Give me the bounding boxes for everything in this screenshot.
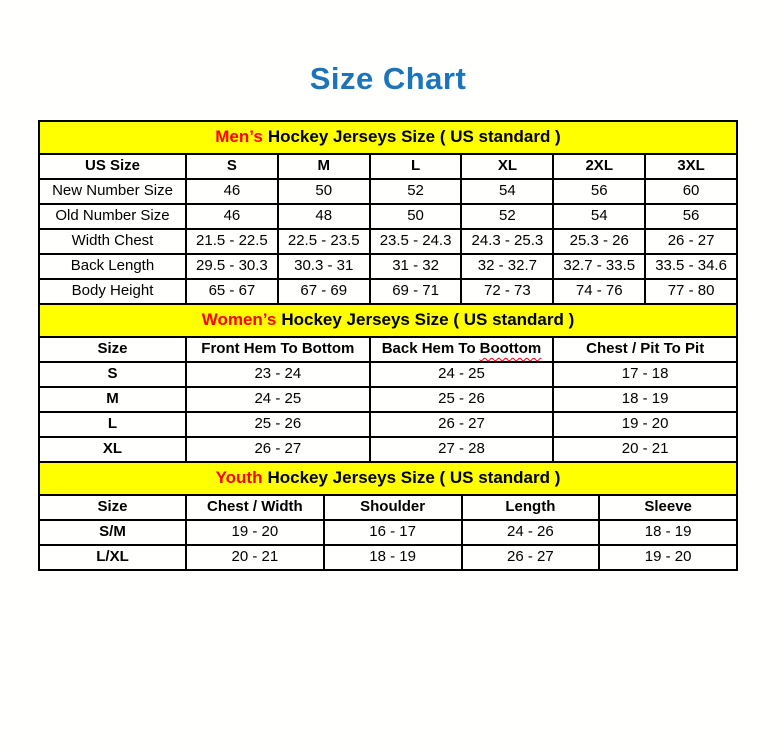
cell: 24 - 26 [462, 520, 600, 545]
spellcheck-squiggle-word: Boottom [479, 340, 542, 357]
row-label: Back Length [39, 254, 186, 279]
col-header: XL [461, 154, 553, 179]
cell: 72 - 73 [461, 279, 553, 304]
cell: 26 - 27 [462, 545, 600, 570]
back-hem-prefix: Back Hem To [381, 340, 476, 357]
cell: 24.3 - 25.3 [461, 229, 553, 254]
cell: 27 - 28 [370, 437, 554, 462]
table-row [39, 437, 737, 462]
cell: 24 - 25 [186, 387, 370, 412]
womens-section-band [39, 304, 737, 337]
col-header: S [186, 154, 278, 179]
cell: 25 - 26 [186, 412, 370, 437]
womens-header-row [39, 337, 737, 362]
cell: 67 - 69 [278, 279, 370, 304]
cell: 46 [186, 204, 278, 229]
womens-size-table [38, 303, 738, 463]
womens-section-title [39, 304, 737, 337]
youth-section-title [39, 462, 737, 495]
row-label: New Number Size [39, 179, 186, 204]
row-label: L/XL [39, 545, 186, 570]
row-label: M [39, 387, 186, 412]
table-row [39, 387, 737, 412]
cell: 22.5 - 23.5 [278, 229, 370, 254]
cell: 52 [461, 204, 553, 229]
youth-section-band [39, 462, 737, 495]
cell: 16 - 17 [324, 520, 462, 545]
size-chart-tables [38, 120, 738, 571]
cell: 23 - 24 [186, 362, 370, 387]
cell: 46 [186, 179, 278, 204]
col-header: Length [462, 495, 600, 520]
mens-section-title [39, 121, 737, 154]
cell: 32.7 - 33.5 [553, 254, 645, 279]
col-header: Sleeve [599, 495, 737, 520]
cell: 18 - 19 [599, 520, 737, 545]
cell: 20 - 21 [553, 437, 737, 462]
cell: 52 [370, 179, 462, 204]
cell: 65 - 67 [186, 279, 278, 304]
col-header: 3XL [645, 154, 737, 179]
col-header: Size [39, 337, 186, 362]
cell: 54 [553, 204, 645, 229]
cell: 33.5 - 34.6 [645, 254, 737, 279]
mens-section-band [39, 121, 737, 154]
col-header-misspelled [370, 337, 554, 362]
youth-title-rest: Hockey Jerseys Size ( US standard ) [267, 467, 561, 487]
cell: 56 [553, 179, 645, 204]
table-row [39, 412, 737, 437]
row-label: L [39, 412, 186, 437]
row-label: Width Chest [39, 229, 186, 254]
womens-title-rest: Hockey Jerseys Size ( US standard ) [281, 309, 575, 329]
table-row [39, 254, 737, 279]
cell: 54 [461, 179, 553, 204]
cell: 60 [645, 179, 737, 204]
cell: 74 - 76 [553, 279, 645, 304]
cell: 19 - 20 [186, 520, 324, 545]
youth-accent-word: Youth [215, 467, 263, 487]
cell: 26 - 27 [370, 412, 554, 437]
table-row [39, 545, 737, 570]
cell: 31 - 32 [370, 254, 462, 279]
cell: 25 - 26 [370, 387, 554, 412]
cell: 26 - 27 [645, 229, 737, 254]
cell: 19 - 20 [599, 545, 737, 570]
table-row [39, 204, 737, 229]
cell: 18 - 19 [553, 387, 737, 412]
table-row [39, 279, 737, 304]
page-title: Size Chart [309, 61, 467, 96]
col-header: Chest / Pit To Pit [553, 337, 737, 362]
cell: 18 - 19 [324, 545, 462, 570]
mens-size-table [38, 120, 738, 305]
cell: 50 [278, 179, 370, 204]
cell: 56 [645, 204, 737, 229]
row-label: Old Number Size [39, 204, 186, 229]
col-header: Size [39, 495, 186, 520]
size-chart-page [0, 60, 776, 752]
cell: 21.5 - 22.5 [186, 229, 278, 254]
col-header: US Size [39, 154, 186, 179]
row-label: XL [39, 437, 186, 462]
cell: 24 - 25 [370, 362, 554, 387]
cell: 48 [278, 204, 370, 229]
cell: 29.5 - 30.3 [186, 254, 278, 279]
cell: 26 - 27 [186, 437, 370, 462]
table-row [39, 179, 737, 204]
cell: 25.3 - 26 [553, 229, 645, 254]
mens-header-row [39, 154, 737, 179]
cell: 19 - 20 [553, 412, 737, 437]
mens-title-rest: Hockey Jerseys Size ( US standard ) [267, 126, 561, 146]
row-label: Body Height [39, 279, 186, 304]
table-row [39, 362, 737, 387]
mens-accent-word: Men’s [215, 126, 263, 146]
col-header: Chest / Width [186, 495, 324, 520]
cell: 23.5 - 24.3 [370, 229, 462, 254]
table-row [39, 520, 737, 545]
col-header: Shoulder [324, 495, 462, 520]
table-row [39, 229, 737, 254]
col-header: M [278, 154, 370, 179]
cell: 30.3 - 31 [278, 254, 370, 279]
cell: 17 - 18 [553, 362, 737, 387]
col-header: Front Hem To Bottom [186, 337, 370, 362]
youth-size-table [38, 461, 738, 571]
cell: 32 - 32.7 [461, 254, 553, 279]
cell: 50 [370, 204, 462, 229]
womens-accent-word: Women’s [201, 309, 277, 329]
cell: 77 - 80 [645, 279, 737, 304]
cell: 20 - 21 [186, 545, 324, 570]
row-label: S [39, 362, 186, 387]
row-label: S/M [39, 520, 186, 545]
cell: 69 - 71 [370, 279, 462, 304]
col-header: L [370, 154, 462, 179]
youth-header-row [39, 495, 737, 520]
col-header: 2XL [553, 154, 645, 179]
